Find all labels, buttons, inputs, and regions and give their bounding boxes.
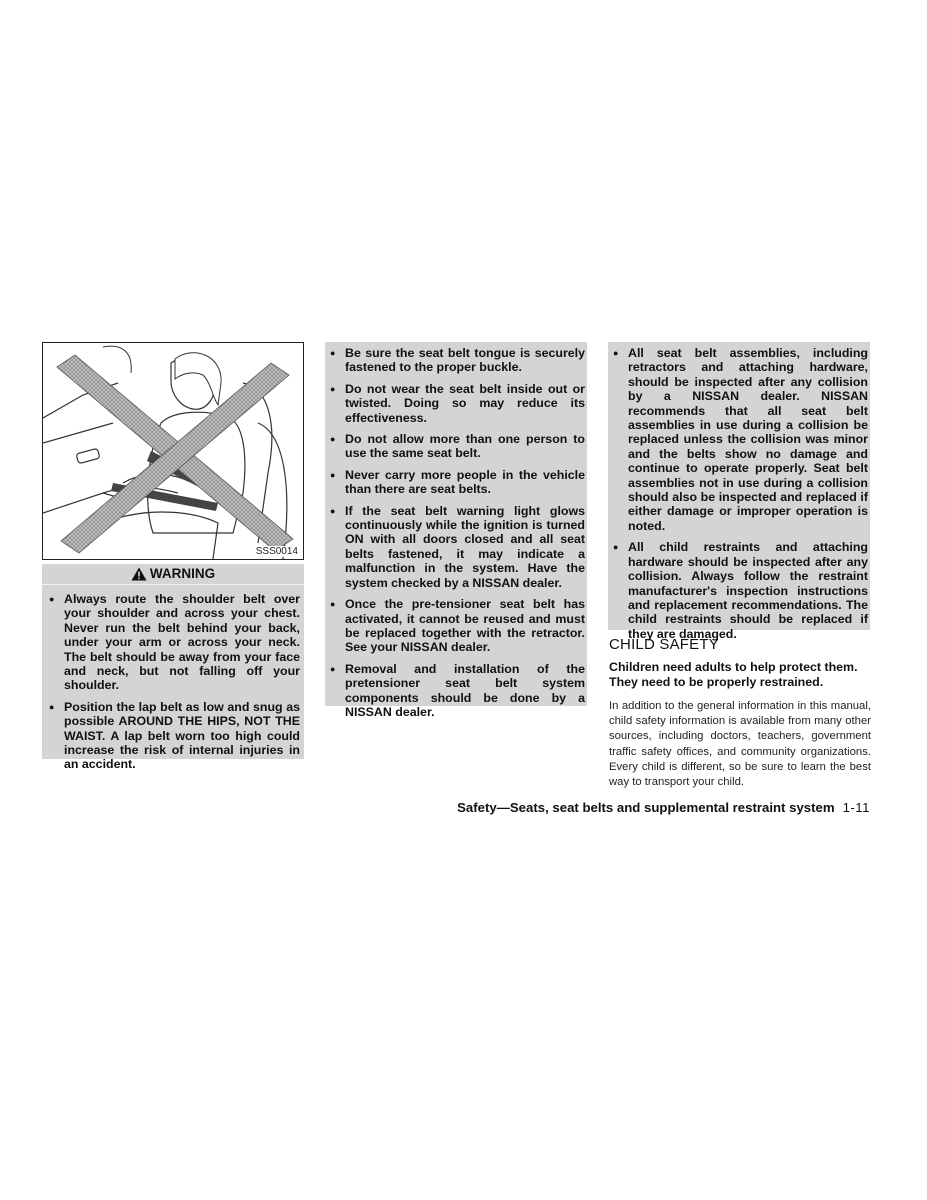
- seat-belt-illustration: [42, 342, 304, 560]
- precautions-list: [327, 346, 585, 719]
- page-footer: [380, 800, 870, 815]
- list-item: ● Do not wear the seat belt inside out or twisted. Doing so may reduce its effectiveness.: [327, 382, 585, 425]
- list-item: ● Be sure the seat belt tongue is securely fastened to the proper buckle.: [327, 346, 585, 375]
- precautions-column: [325, 342, 587, 719]
- warning-title: [42, 564, 304, 585]
- list-item: ● Removal and installation of the pretensioner seat belt system components should be done by a NISSAN dealer.: [327, 662, 585, 720]
- list-item: ● All child restraints and attaching hardware should be inspected after any collision. Always follow the restraint manufacturer's inspection instructions and replacement recommendations. The child restraints should be replaced if they are damaged.: [610, 540, 868, 641]
- list-item: ● Position the lap belt as low and snug as possible AROUND THE HIPS, NOT THE WAIST. A lap belt worn too high could increase the risk of internal injuries in an accident.: [46, 700, 300, 772]
- list-item: ● All seat belt assemblies, including retractors and attaching hardware, should be inspected after any collision by a NISSAN dealer. NISSAN recommends that all seat belt assemblies in use during a collision be replaced unless the collision was minor and the belts show no damage and continue to operate properly. Seat belt assemblies not in use during a collision should also be inspected and replaced if either damage or improper operation is noted.: [610, 346, 868, 533]
- lead-text: Children need adults to help protect them. They need to be properly restrained.: [609, 660, 858, 689]
- inspection-list: [610, 346, 868, 641]
- list-item: ● Once the pre-tensioner seat belt has activated, it cannot be reused and must be replaced together with the retractor. See your NISSAN dealer.: [327, 597, 585, 655]
- list-item: ● Always route the shoulder belt over your shoulder and across your chest. Never run the belt behind your back, under your arm or across your neck. The belt should be away from your face and neck, but not falling off your shoulder.: [46, 592, 300, 693]
- list-item: ● If the seat belt warning light glows continuously while the ignition is turned ON with all doors closed and all seat belts fastened, it may indicate a malfunction in the system. Have the system checked by a NISSAN dealer.: [327, 504, 585, 590]
- body-paragraph: In addition to the general information in this manual, child safety information is available from many other sources, including doctors, teachers, government traffic safety offices, and community organizations. Every child is different, so be sure to learn the best way to transport your child.: [609, 700, 871, 789]
- list-item: ● Never carry more people in the vehicle than there are seat belts.: [327, 468, 585, 497]
- warning-box: [42, 564, 304, 772]
- inspection-column: [608, 342, 870, 641]
- page-number: 1-11: [842, 800, 870, 815]
- warning-list: [46, 592, 300, 772]
- figure-code: SSS0014: [255, 546, 298, 557]
- list-item: ● Do not allow more than one person to use the same seat belt.: [327, 432, 585, 461]
- warning-triangle-icon: [131, 567, 147, 581]
- warning-title-text: WARNING: [149, 566, 216, 581]
- seat-belt-incorrect-use-icon: [43, 343, 303, 559]
- section-heading: CHILD SAFETY: [609, 636, 719, 653]
- footer-section-title: Safety—Seats, seat belts and supplemental restraint system: [457, 800, 835, 815]
